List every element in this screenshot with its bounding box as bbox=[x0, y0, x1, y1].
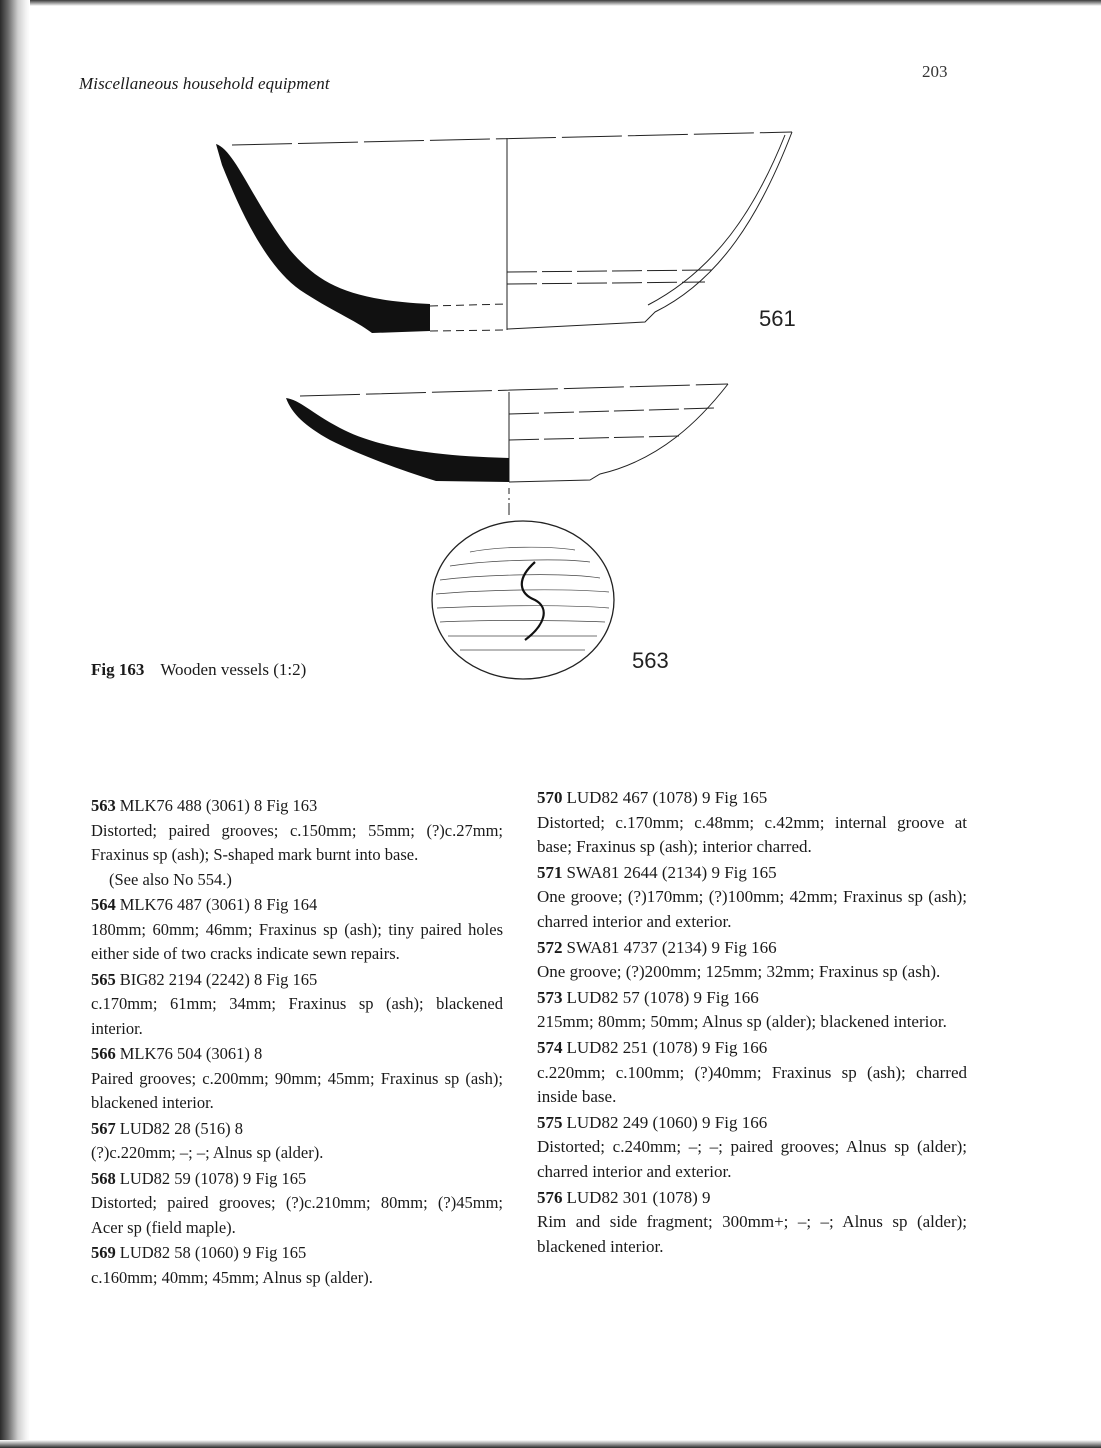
vessel-563-section bbox=[286, 398, 509, 482]
cross-reference-note: (See also No 554.) bbox=[109, 869, 232, 889]
catalogue-number: 575 bbox=[537, 1112, 563, 1132]
catalogue-column-left bbox=[91, 794, 503, 1291]
catalogue-number: 564 bbox=[91, 895, 116, 914]
catalogue-description: Distorted; c.170mm; c.48mm; c.42mm; internal groove at base; Fraxinus sp (ash); interior charred. bbox=[537, 812, 967, 857]
catalogue-entry bbox=[537, 861, 967, 935]
figure-label-561: 561 bbox=[759, 306, 796, 331]
catalogue-reference: LUD82 467 (1078) 9 Fig 165 bbox=[566, 788, 768, 807]
catalogue-description: One groove; (?)200mm; 125mm; 32mm; Fraxinus sp (ash). bbox=[537, 962, 941, 982]
catalogue-number: 569 bbox=[91, 1243, 116, 1262]
catalogue-description: c.160mm; 40mm; 45mm; Alnus sp (alder). bbox=[91, 1267, 373, 1287]
catalogue-entry bbox=[537, 1036, 967, 1110]
catalogue-entry bbox=[91, 1167, 503, 1241]
catalogue-description: Distorted; paired grooves; (?)c.210mm; 80mm; (?)45mm; Acer sp (field maple). bbox=[91, 1193, 503, 1237]
catalogue-number: 571 bbox=[537, 862, 563, 882]
catalogue-description: (?)c.220mm; –; –; Alnus sp (alder). bbox=[91, 1143, 324, 1162]
figure-number: Fig 163 bbox=[91, 660, 145, 679]
catalogue-entry bbox=[91, 794, 503, 892]
catalogue-description: 180mm; 60mm; 46mm; Fraxinus sp (ash); tiny paired holes either side of two cracks indicate sewn repairs. bbox=[91, 919, 503, 963]
catalogue-reference: LUD82 249 (1060) 9 Fig 166 bbox=[566, 1112, 768, 1132]
catalogue-entry bbox=[537, 1186, 967, 1260]
catalogue-column-right bbox=[537, 786, 967, 1260]
catalogue-entry bbox=[91, 1241, 503, 1290]
page-number: 203 bbox=[922, 62, 948, 81]
vessel-561-drawing bbox=[232, 132, 792, 331]
catalogue-entry bbox=[91, 893, 503, 967]
catalogue-reference: LUD82 57 (1078) 9 Fig 166 bbox=[566, 987, 759, 1007]
catalogue-number: 570 bbox=[537, 788, 563, 807]
catalogue-reference: LUD82 59 (1078) 9 Fig 165 bbox=[119, 1168, 307, 1188]
catalogue-description: Paired grooves; c.200mm; 90mm; 45mm; Fraxinus sp (ash); blackened interior. bbox=[91, 1068, 503, 1112]
catalogue-number: 565 bbox=[91, 969, 116, 989]
catalogue-entry bbox=[537, 936, 967, 985]
catalogue-entry bbox=[537, 986, 967, 1035]
catalogue-description: c.170mm; 61mm; 34mm; Fraxinus sp (ash); blackened interior. bbox=[91, 994, 503, 1038]
catalogue-description: Rim and side fragment; 300mm+; –; –; Alnus sp (alder); blackened interior. bbox=[537, 1212, 967, 1256]
catalogue-number: 563 bbox=[91, 796, 116, 815]
catalogue-number: 572 bbox=[537, 937, 563, 957]
catalogue-entry bbox=[91, 1042, 503, 1116]
catalogue-entry bbox=[537, 1111, 967, 1185]
catalogue-reference: MLK76 487 (3061) 8 Fig 164 bbox=[119, 895, 318, 914]
figure-caption bbox=[91, 660, 306, 680]
catalogue-reference: LUD82 251 (1078) 9 Fig 166 bbox=[566, 1037, 768, 1057]
figure-label-563: 563 bbox=[632, 648, 669, 673]
page-bottom-edge bbox=[0, 1440, 1101, 1448]
catalogue-number: 568 bbox=[91, 1168, 116, 1188]
catalogue-reference: SWA81 2644 (2134) 9 Fig 165 bbox=[566, 862, 777, 882]
catalogue-number: 574 bbox=[537, 1037, 563, 1057]
catalogue-description: Distorted; paired grooves; c.150mm; 55mm; (?)c.27mm; Fraxinus sp (ash); S-shaped mark burnt into base. bbox=[91, 820, 503, 864]
catalogue-reference: LUD82 58 (1060) 9 Fig 165 bbox=[119, 1243, 307, 1262]
catalogue-reference: LUD82 301 (1078) 9 bbox=[566, 1187, 711, 1207]
catalogue-number: 566 bbox=[91, 1044, 116, 1063]
vessel-561-section bbox=[216, 144, 430, 333]
catalogue-entry bbox=[91, 968, 503, 1042]
catalogue-number: 567 bbox=[91, 1118, 116, 1138]
catalogue-reference: MLK76 488 (3061) 8 Fig 163 bbox=[119, 796, 318, 815]
catalogue-description: Distorted; c.240mm; –; –; paired grooves; Alnus sp (alder); charred interior and exterior. bbox=[537, 1137, 967, 1181]
catalogue-entry bbox=[537, 786, 967, 860]
figure-wooden-vessels bbox=[0, 0, 1101, 700]
catalogue-entry bbox=[91, 1117, 503, 1166]
catalogue-description: One groove; (?)170mm; (?)100mm; 42mm; Fraxinus sp (ash); charred interior and exterior. bbox=[537, 887, 967, 931]
catalogue-description: 215mm; 80mm; 50mm; Alnus sp (alder); blackened interior. bbox=[537, 1012, 947, 1032]
catalogue-reference: LUD82 28 (516) 8 bbox=[119, 1118, 244, 1138]
catalogue-number: 576 bbox=[537, 1187, 563, 1207]
catalogue-reference: BIG82 2194 (2242) 8 Fig 165 bbox=[119, 969, 318, 989]
catalogue-reference: MLK76 504 (3061) 8 bbox=[119, 1044, 263, 1063]
vessel-563-base-drawing bbox=[432, 521, 614, 679]
catalogue-reference: SWA81 4737 (2134) 9 Fig 166 bbox=[566, 937, 777, 957]
running-head: Miscellaneous household equipment bbox=[79, 74, 330, 93]
catalogue-number: 573 bbox=[537, 987, 563, 1007]
vessel-561-rim-line bbox=[232, 132, 792, 145]
figure-caption-text: Wooden vessels (1:2) bbox=[160, 660, 307, 679]
catalogue-description: c.220mm; c.100mm; (?)40mm; Fraxinus sp (ash); charred inside base. bbox=[537, 1062, 967, 1107]
